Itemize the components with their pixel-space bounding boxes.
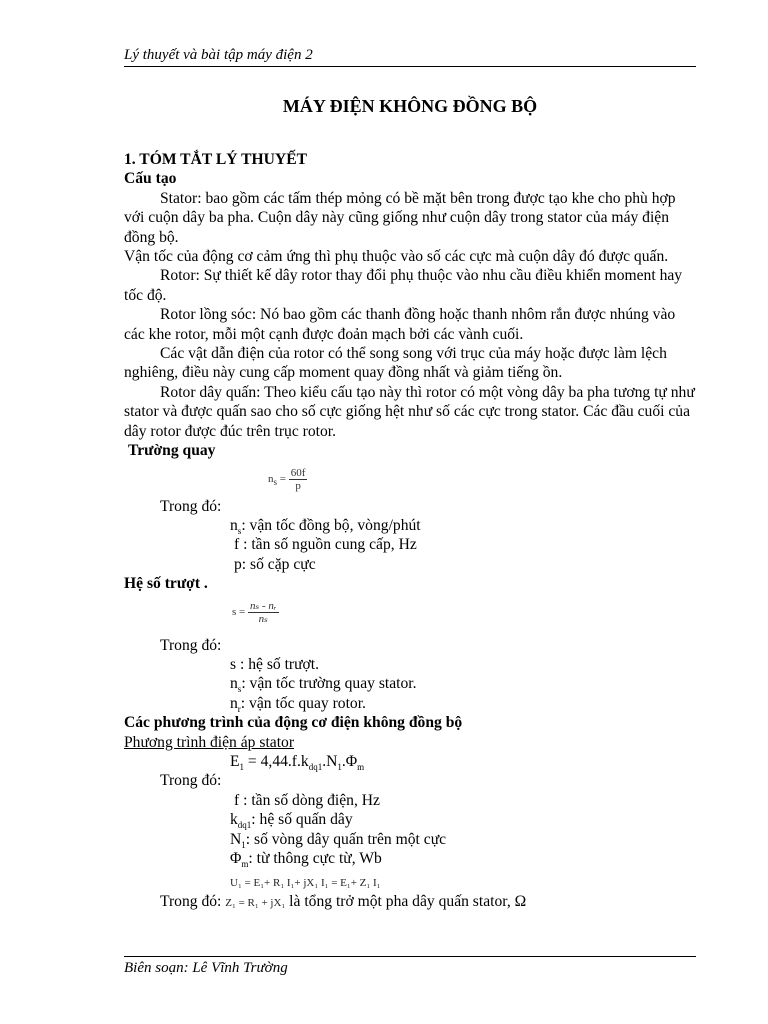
slip-formula bbox=[124, 594, 696, 636]
cau-tao-heading: Cấu tạo bbox=[124, 170, 177, 188]
n1-symbol: N bbox=[230, 830, 242, 848]
f-definition: f : tần số dòng điện, Hz bbox=[234, 791, 380, 809]
ns-def-text: : vận tốc trường quay stator. bbox=[241, 675, 417, 693]
formula-equals: = bbox=[239, 605, 246, 618]
rotor-paragraph bbox=[124, 266, 696, 305]
nr-sub: r bbox=[237, 703, 241, 714]
e1-formula bbox=[124, 752, 696, 771]
e1-sub: 1 bbox=[239, 762, 245, 773]
page-header bbox=[124, 47, 696, 67]
s-definition: s : hệ số trượt. bbox=[230, 655, 320, 673]
slip-numerator: nₛ - nᵣ bbox=[250, 599, 277, 612]
phi-symbol: Φ bbox=[230, 850, 242, 867]
k-def-text: : hệ số quấn dây bbox=[251, 811, 353, 829]
u1-equation: U₁ = E₁+ R₁ I₁+ jX₁ I₁ = E₁+ Z₁ I₁ bbox=[230, 877, 381, 890]
e1-mid: = 4,44.f.k bbox=[244, 752, 309, 770]
formula-s-symbol: s bbox=[232, 605, 237, 618]
e1-phi: .Φ bbox=[341, 752, 358, 770]
trong-do-label: Trong đó: bbox=[160, 497, 222, 515]
z-formula: Z₁ = R₁ + jX₁ bbox=[225, 897, 286, 910]
phi-sub: m bbox=[241, 859, 249, 870]
header-text: Lý thuyết và bài tập máy điện 2 bbox=[124, 47, 313, 63]
rotor-text: Rotor: Sự thiết kế dây rotor thay đổi phụ thuộc vào nhu cầu điều khiển moment hay tốc độ. bbox=[124, 267, 683, 304]
k-sub: dq1 bbox=[237, 820, 252, 831]
trong-do-label: Trong đó: bbox=[160, 893, 222, 911]
ns-definition bbox=[124, 674, 696, 693]
document-page bbox=[124, 0, 696, 1024]
rotor-long-soc-paragraph bbox=[124, 305, 696, 344]
trong-do-label: Trong đó: bbox=[160, 636, 222, 654]
vat-dan-text: Các vật dẫn điện của rotor có thể song song với trục của máy hoặc được làm lệch nghiêng, điều này cung cấp moment quay đồng nhất và giảm tiếng ồn. bbox=[124, 345, 667, 382]
e1-phi-sub: m bbox=[357, 762, 365, 773]
page-footer bbox=[124, 956, 696, 977]
page-title: MÁY ĐIỆN KHÔNG ĐỒNG BỘ bbox=[282, 96, 538, 116]
slip-denominator: nₛ bbox=[258, 612, 268, 625]
n1-def-text: : số vòng dây quấn trên một cực bbox=[245, 830, 447, 848]
formula-numerator: 60f bbox=[290, 466, 306, 479]
phuong-trinh-heading: Các phương trình của động cơ điện không đồng bộ bbox=[124, 714, 463, 732]
p-definition: p: số cặp cực bbox=[234, 555, 316, 573]
ns-definition bbox=[124, 516, 696, 535]
stator-paragraph bbox=[124, 189, 696, 247]
ns-formula bbox=[124, 461, 696, 497]
vat-dan-paragraph bbox=[124, 344, 696, 383]
nr-symbol: n bbox=[230, 694, 238, 712]
z-def-text: là tổng trở một pha dây quấn stator, Ω bbox=[289, 893, 527, 911]
z-definition-line bbox=[124, 892, 696, 913]
nr-def-text: : vận tốc quay rotor. bbox=[240, 694, 366, 712]
k-symbol: k bbox=[230, 811, 238, 829]
ns-symbol: n bbox=[230, 516, 238, 534]
e1-symbol: E bbox=[230, 752, 240, 770]
rotor-long-soc-text: Rotor lồng sóc: Nó bao gồm các thanh đồng hoặc thanh nhôm rắn được nhúng vào các khe rotor, mỗi một cạnh được đoản mạch bởi các vành cuối. bbox=[124, 306, 676, 343]
n1-sub: 1 bbox=[241, 839, 246, 850]
rotor-day-quan-text: Rotor dây quấn: Theo kiểu cấu tạo này thì rotor có một vòng dây ba pha tương tự như stator và được quấn sao cho số cực giống hệt như số các cực trong stator. Các đầu cuối của dây rotor được đúc trên trục rotor. bbox=[124, 383, 695, 440]
formula-ns-sub: s bbox=[273, 476, 278, 487]
ns-def-text: : vận tốc đồng bộ, vòng/phút bbox=[241, 516, 421, 534]
document-body bbox=[124, 150, 696, 914]
ns-symbol: n bbox=[230, 675, 238, 693]
phi-definition bbox=[124, 849, 696, 868]
he-so-truot-heading: Hệ số trượt . bbox=[124, 575, 208, 593]
formula-fraction bbox=[289, 467, 308, 492]
e1-n: .N bbox=[322, 752, 338, 770]
trong-do-label: Trong đó: bbox=[160, 772, 222, 790]
u1-formula bbox=[124, 868, 696, 892]
phuong-trinh-subheading: Phương trình điện áp stator bbox=[124, 733, 295, 751]
rotor-day-quan-paragraph bbox=[124, 383, 696, 441]
section-heading: 1. TÓM TẮT LÝ THUYẾT bbox=[124, 151, 307, 168]
e1-k-sub: dq1 bbox=[308, 762, 323, 773]
stator-text: Stator: bao gồm các tấm thép mỏng có bề mặt bên trong được tạo khe cho phù hợp với cuộn dây ba pha. Cuộn dây này cũng giống như cuộn dây trong stator của máy điện đồng bộ. bbox=[124, 189, 676, 246]
f-definition: f : tần số nguồn cung cấp, Hz bbox=[234, 536, 417, 554]
ns-sub: s bbox=[237, 684, 242, 695]
footer-text: Biên soạn: Lê Vĩnh Trường bbox=[124, 960, 288, 976]
phi-def-text: : từ thông cực từ, Wb bbox=[248, 850, 382, 867]
van-toc-paragraph: Vận tốc của động cơ cảm ứng thì phụ thuộc vào số các cực mà cuộn dây đó được quấn. bbox=[124, 248, 669, 266]
n1-definition bbox=[124, 830, 696, 849]
slip-fraction bbox=[248, 600, 279, 625]
formula-equals: = bbox=[279, 472, 286, 485]
formula-denominator: p bbox=[295, 479, 301, 492]
truong-quay-heading: Trường quay bbox=[128, 442, 216, 460]
formula-ns-symbol: n bbox=[268, 472, 274, 485]
ns-sub: s bbox=[237, 526, 242, 537]
e1-n-sub: 1 bbox=[337, 762, 342, 773]
nr-definition bbox=[124, 694, 696, 713]
k-definition bbox=[124, 810, 696, 829]
